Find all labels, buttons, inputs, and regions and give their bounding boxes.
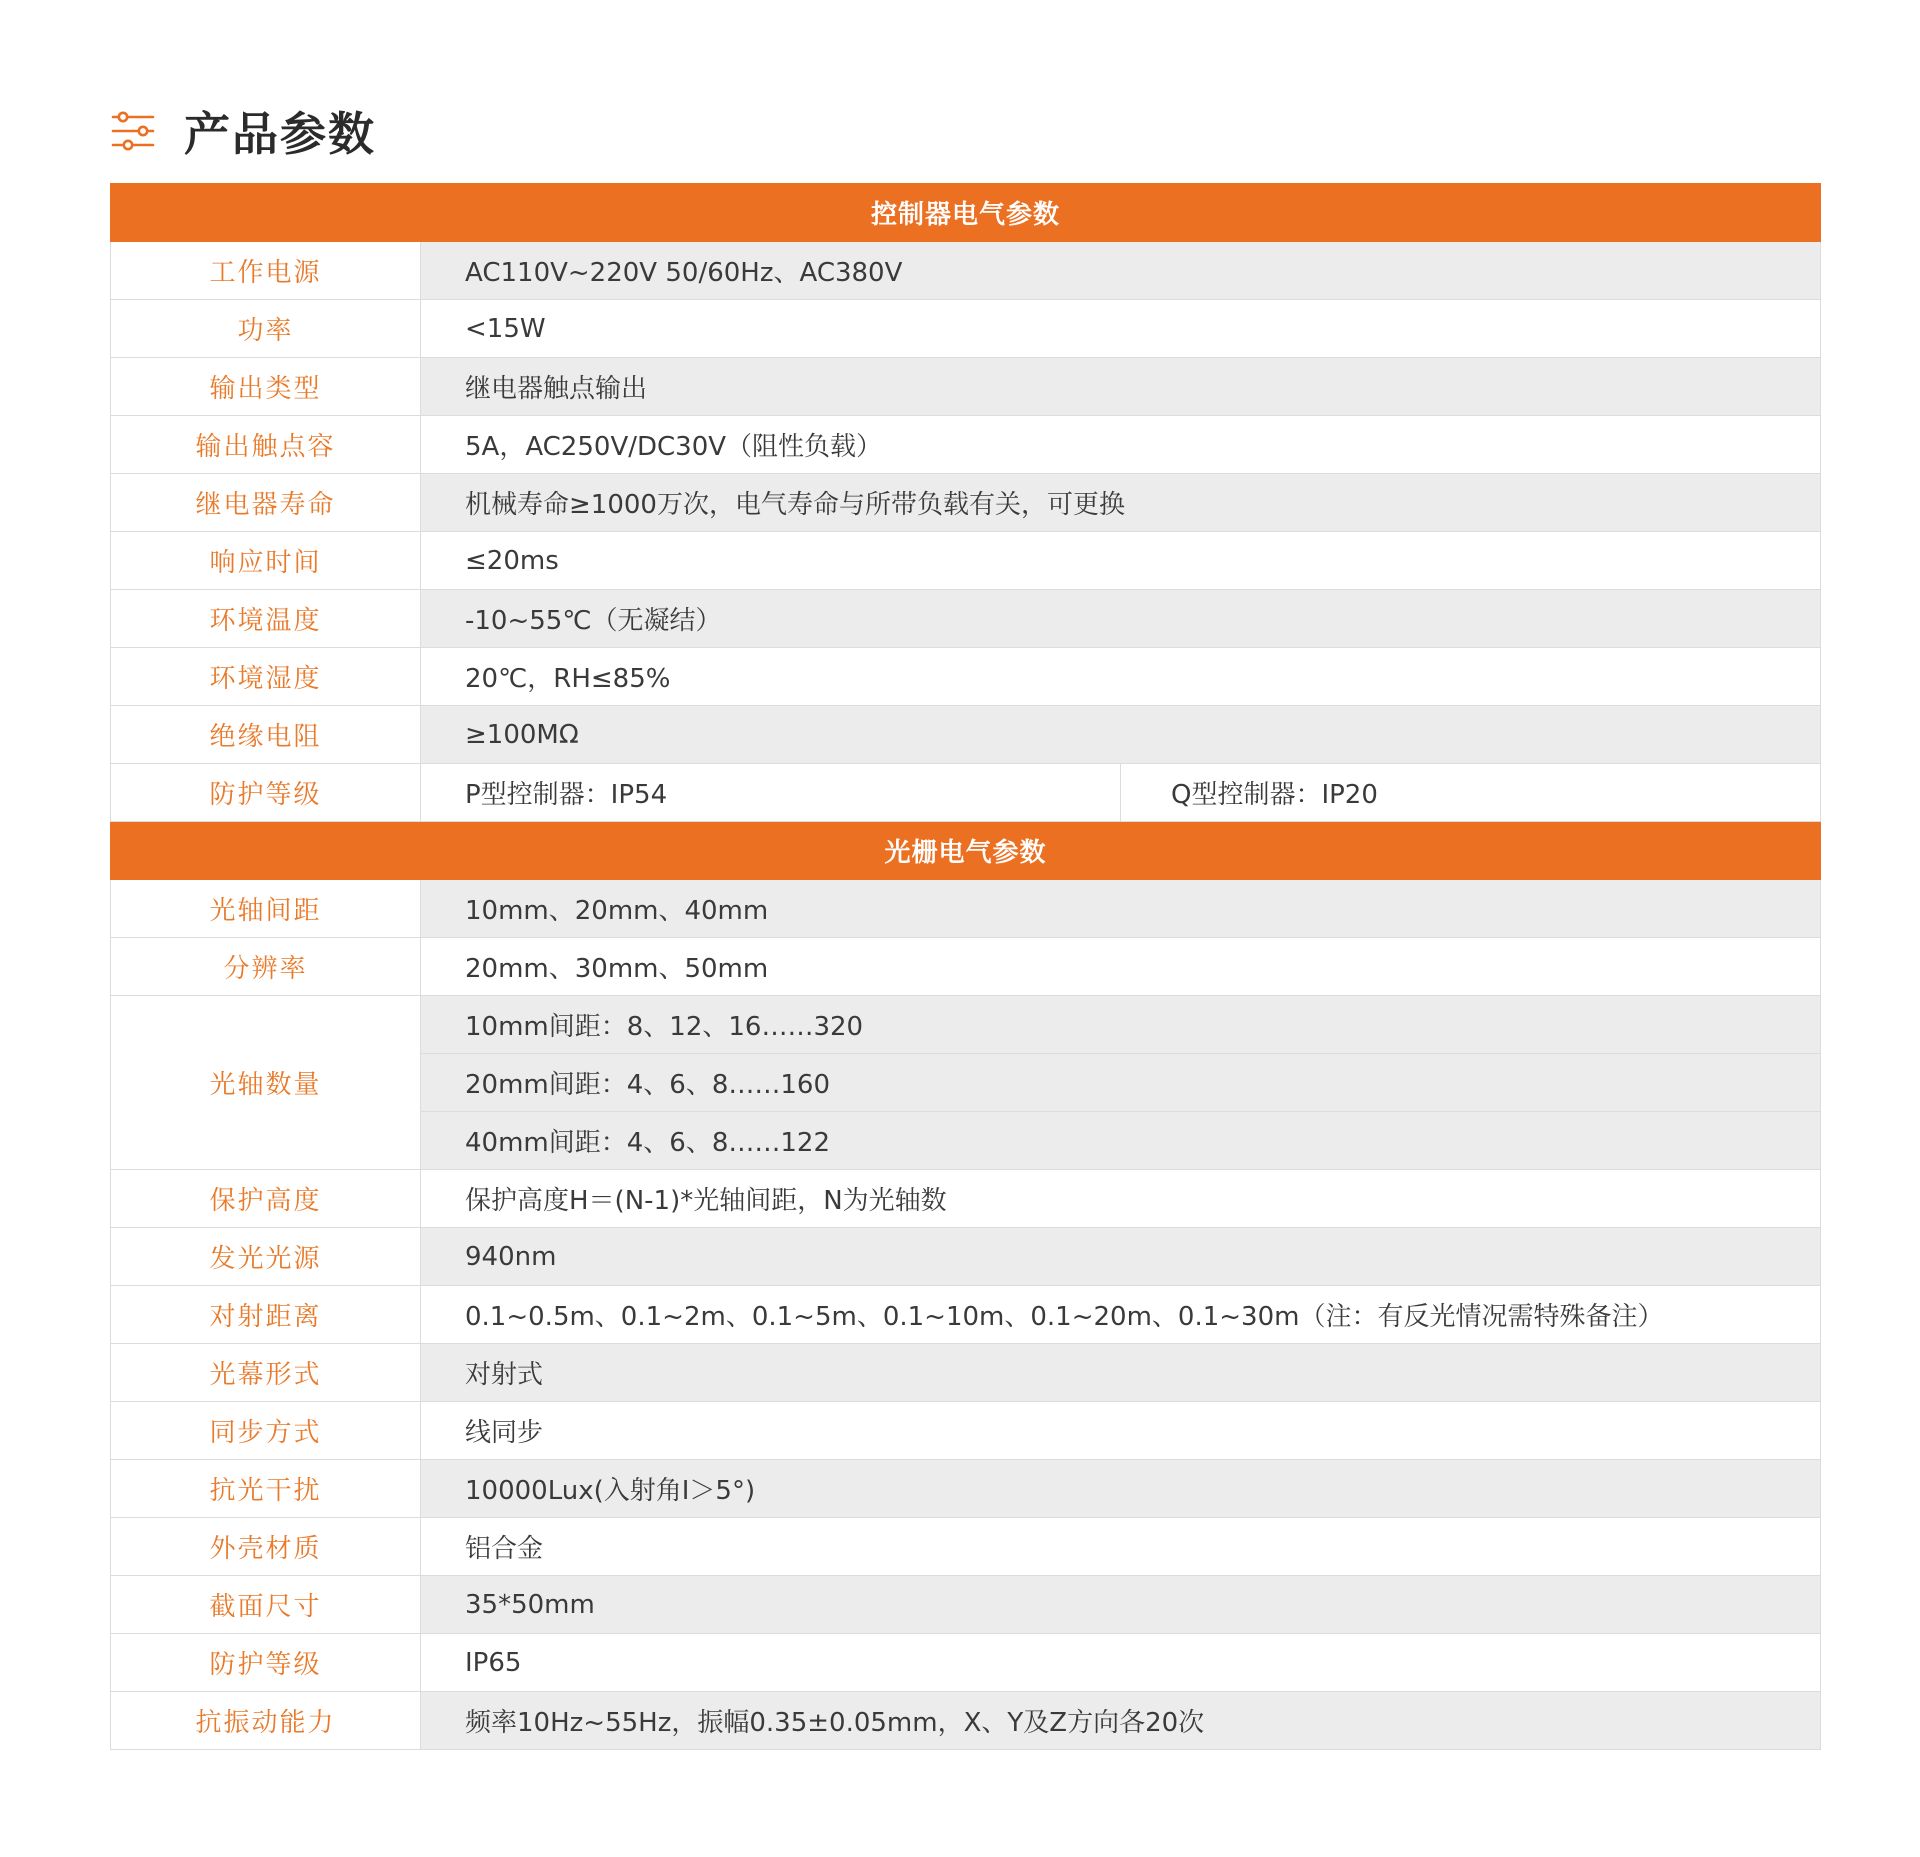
row-value: 继电器触点输出 (421, 358, 1821, 416)
table-row (111, 532, 1821, 590)
row-value: 5A，AC250V/DC30V（阻性负载） (421, 416, 1821, 474)
row-value: 10mm间距：8、12、16……320 (421, 996, 1821, 1054)
page-heading (110, 96, 376, 166)
row-value: 20mm、30mm、50mm (421, 938, 1821, 996)
table-row (111, 416, 1821, 474)
spec-table (110, 183, 1821, 1750)
row-value: 10mm、20mm、40mm (421, 880, 1821, 938)
table-row (111, 1402, 1821, 1460)
row-label: 功率 (111, 300, 421, 358)
row-label: 防护等级 (111, 764, 421, 822)
row-value: 对射式 (421, 1344, 1821, 1402)
row-value: 0.1~0.5m、0.1~2m、0.1~5m、0.1~10m、0.1~20m、0.1~30m（注：有反光情况需特殊备注） (421, 1286, 1821, 1344)
row-value: 940nm (421, 1228, 1821, 1286)
row-value: 20℃，RH≤85% (421, 648, 1821, 706)
row-value: 频率10Hz~55Hz，振幅0.35±0.05mm，X、Y及Z方向各20次 (421, 1692, 1821, 1750)
row-value: 机械寿命≥1000万次，电气寿命与所带负载有关，可更换 (421, 474, 1821, 532)
row-label: 同步方式 (111, 1402, 421, 1460)
row-label: 对射距离 (111, 1286, 421, 1344)
table-row (111, 1634, 1821, 1692)
table-row (111, 1170, 1821, 1228)
row-label: 发光光源 (111, 1228, 421, 1286)
row-value: IP65 (421, 1634, 1821, 1692)
table-row (111, 358, 1821, 416)
table-row (111, 996, 1821, 1054)
table-row (111, 1228, 1821, 1286)
row-value: 40mm间距：4、6、8……122 (421, 1112, 1821, 1170)
table-row (111, 648, 1821, 706)
row-label: 外壳材质 (111, 1518, 421, 1576)
table-row (111, 764, 1821, 822)
table-row (111, 590, 1821, 648)
table-row (111, 474, 1821, 532)
row-label: 输出类型 (111, 358, 421, 416)
row-label: 防护等级 (111, 1634, 421, 1692)
table-row (111, 1460, 1821, 1518)
section-header-grating (111, 822, 1821, 880)
row-value: AC110V~220V 50/60Hz、AC380V (421, 242, 1821, 300)
row-label: 工作电源 (111, 242, 421, 300)
table-row (111, 1344, 1821, 1402)
row-value: <15W (421, 300, 1821, 358)
row-value: P型控制器：IP54 (421, 764, 1121, 822)
row-label: 抗振动能力 (111, 1692, 421, 1750)
row-label: 抗光干扰 (111, 1460, 421, 1518)
page-title: 产品参数 (184, 107, 376, 161)
table-row (111, 1518, 1821, 1576)
row-label: 环境湿度 (111, 648, 421, 706)
row-value: 保护高度H＝(N-1)*光轴间距，N为光轴数 (421, 1170, 1821, 1228)
table-row (111, 1576, 1821, 1634)
table-row (111, 880, 1821, 938)
row-value: 铝合金 (421, 1518, 1821, 1576)
row-label: 光轴间距 (111, 880, 421, 938)
row-label: 输出触点容 (111, 416, 421, 474)
table-row (111, 300, 1821, 358)
row-label: 环境温度 (111, 590, 421, 648)
row-label: 绝缘电阻 (111, 706, 421, 764)
section-title: 光栅电气参数 (111, 822, 1821, 880)
row-value: ≤20ms (421, 532, 1821, 590)
section-header-controller (111, 184, 1821, 242)
row-value: 线同步 (421, 1402, 1821, 1460)
row-value: ≥100MΩ (421, 706, 1821, 764)
sliders-icon (110, 108, 156, 154)
row-value: 35*50mm (421, 1576, 1821, 1634)
table-row (111, 1286, 1821, 1344)
row-label: 分辨率 (111, 938, 421, 996)
row-label: 截面尺寸 (111, 1576, 421, 1634)
row-label: 响应时间 (111, 532, 421, 590)
table-row (111, 1692, 1821, 1750)
row-value: 20mm间距：4、6、8……160 (421, 1054, 1821, 1112)
row-label: 继电器寿命 (111, 474, 421, 532)
table-row (111, 706, 1821, 764)
row-label: 光幕形式 (111, 1344, 421, 1402)
row-label: 保护高度 (111, 1170, 421, 1228)
row-label: 光轴数量 (111, 996, 421, 1170)
table-row (111, 938, 1821, 996)
table-row (111, 242, 1821, 300)
section-title: 控制器电气参数 (111, 184, 1821, 242)
row-value: -10~55℃（无凝结） (421, 590, 1821, 648)
row-value: 10000Lux(入射角I＞5°) (421, 1460, 1821, 1518)
row-value-secondary: Q型控制器：IP20 (1121, 764, 1821, 822)
